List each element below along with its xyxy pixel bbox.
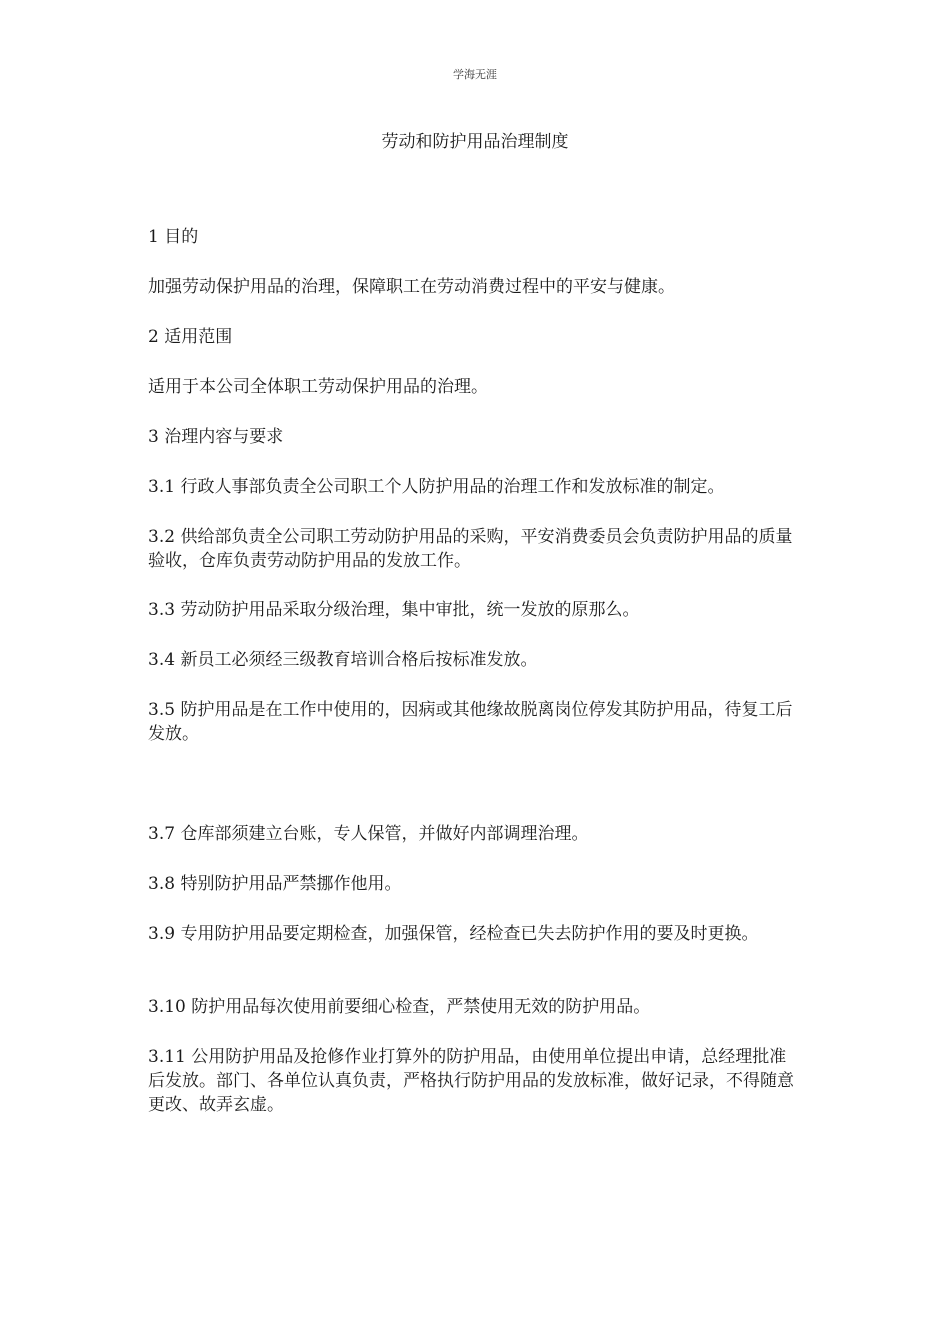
paragraph: 适用于本公司全体职工劳动保护用品的治理。	[148, 377, 488, 397]
section-heading-purpose: 1 目的	[148, 227, 199, 247]
clause-3-8: 3.8 特别防护用品严禁挪作他用。	[148, 874, 402, 894]
clause-3-7: 3.7 仓库部须建立台账，专人保管，并做好内部调理治理。	[148, 824, 589, 844]
clause-3-3: 3.3 劳动防护用品采取分级治理，集中审批，统一发放的原那么。	[148, 600, 640, 620]
clause-3-1: 3.1 行政人事部负责全公司职工个人防护用品的治理工作和发放标准的制定。	[148, 477, 725, 497]
clause-3-4: 3.4 新员工必须经三级教育培训合格后按标准发放。	[148, 650, 538, 670]
section-heading-scope: 2 适用范围	[148, 327, 233, 347]
section-heading-content: 3 治理内容与要求	[148, 427, 284, 447]
clause-3-9: 3.9 专用防护用品要定期检查，加强保管，经检查已失去防护作用的要及时更换。	[148, 924, 759, 944]
page-header: 学海无涯	[453, 68, 497, 81]
clause-3-11: 3.11 公用防护用品及抢修作业打算外的防护用品，由使用单位提出申请，总经理批准后发放。部门、各单位认真负责，严格执行防护用品的发放标准，做好记录，不得随意更改、故弄玄虚。	[148, 1047, 794, 1115]
document-title: 劳动和防护用品治理制度	[381, 132, 569, 152]
clause-3-2: 3.2 供给部负责全公司职工劳动防护用品的采购，平安消费委员会负责防护用品的质量验收，仓库负责劳动防护用品的发放工作。	[148, 527, 793, 571]
clause-3-10: 3.10 防护用品每次使用前要细心检查，严禁使用无效的防护用品。	[148, 997, 651, 1017]
clause-3-5: 3.5 防护用品是在工作中使用的，因病或其他缘故脱离岗位停发其防护用品，待复工后发放。	[148, 700, 793, 744]
paragraph: 加强劳动保护用品的治理，保障职工在劳动消费过程中的平安与健康。	[148, 277, 675, 297]
